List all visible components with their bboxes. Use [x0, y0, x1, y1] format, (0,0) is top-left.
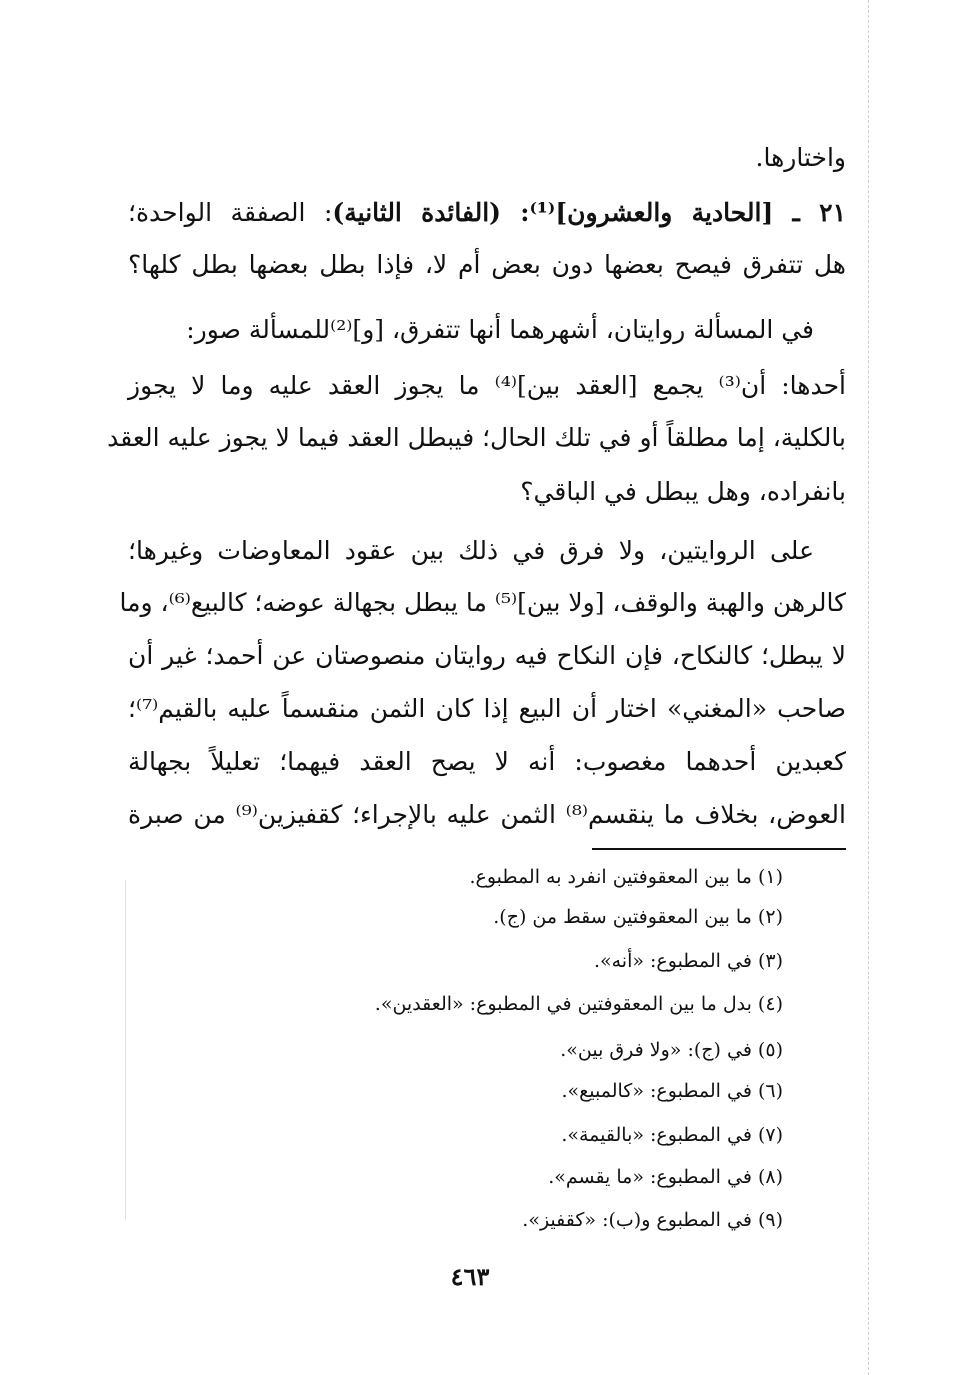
footnote: (٣) في المطبوع: «أنه».: [593, 950, 783, 972]
page-edge-line: [868, 0, 869, 1375]
footnote: (٢) ما بين المعقوفتين سقط من (ج).: [493, 906, 783, 928]
footnote: (٨) في المطبوع: «ما يقسم».: [548, 1166, 783, 1188]
text-line-heading: [128, 193, 846, 233]
section-heading-rest: : الصفقة الواحدة؛: [128, 198, 333, 227]
text-line: العوض، بخلاف ما ينقسم⁽⁸⁾ الثمن عليه بالإجراء؛ كقفيزين⁽⁹⁾ من صبرة: [128, 800, 846, 829]
text-line: على الروايتين، ولا فرق في ذلك بين عقود المعاوضات وغيرها؛: [128, 536, 814, 565]
text-line: كالرهن والهبة والوقف، [ولا بين]⁽⁵⁾ ما يبطل بجهالة عوضه؛ كالبيع⁽⁶⁾، وما: [119, 588, 846, 617]
text-line: بالكلية، إما مطلقاً أو في تلك الحال؛ فيبطل العقد فيما لا يجوز عليه العقد: [107, 423, 846, 452]
footnote: (٦) في المطبوع: «كالمبيع».: [561, 1080, 783, 1102]
text-line: لا يبطل؛ كالنكاح، فإن النكاح فيه روايتان منصوصتان عن أحمد؛ غير أن: [128, 641, 846, 670]
text-line: أحدها: أن⁽³⁾ يجمع [العقد بين]⁽⁴⁾ ما يجوز العقد عليه وما لا يجوز: [128, 371, 846, 400]
footnote: (٩) في المطبوع و(ب): «كقفيز».: [522, 1209, 783, 1231]
text-line: صاحب «المغني» اختار أن البيع إذا كان الثمن منقسماً عليه بالقيم⁽⁷⁾؛: [128, 694, 846, 723]
text-line: هل تتفرق فيصح بعضها دون بعض أم لا، فإذا بطل بعضها بطل كلها؟: [128, 250, 846, 279]
footnote: (٧) في المطبوع: «بالقيمة».: [561, 1124, 783, 1146]
page-number: ٤٦٣: [450, 1262, 490, 1291]
main-text: [107, 0, 846, 840]
scan-artifact-line: [125, 880, 126, 1220]
section-heading: ٢١ ـ [الحادية والعشرون]⁽¹⁾: (الفائدة الثانية): [332, 198, 846, 227]
footnote: (٤) بدل ما بين المعقوفتين في المطبوع: «العقدين».: [374, 993, 783, 1015]
text-line: واختارها.: [755, 143, 846, 172]
text-line: بانفراده، وهل يبطل في الباقي؟: [520, 477, 846, 506]
footnote: (٥) في (ج): «ولا فرق بين».: [560, 1039, 783, 1061]
footnote: (١) ما بين المعقوفتين انفرد به المطبوع.: [469, 866, 783, 888]
text-line: كعبدين أحدهما مغصوب: أنه لا يصح العقد فيهما؛ تعليلاً بجهالة: [128, 747, 846, 776]
text-line: في المسألة روايتان، أشهرهما أنها تتفرق، [و]⁽²⁾للمسألة صور:: [186, 315, 814, 344]
footnote-divider: [592, 848, 846, 850]
